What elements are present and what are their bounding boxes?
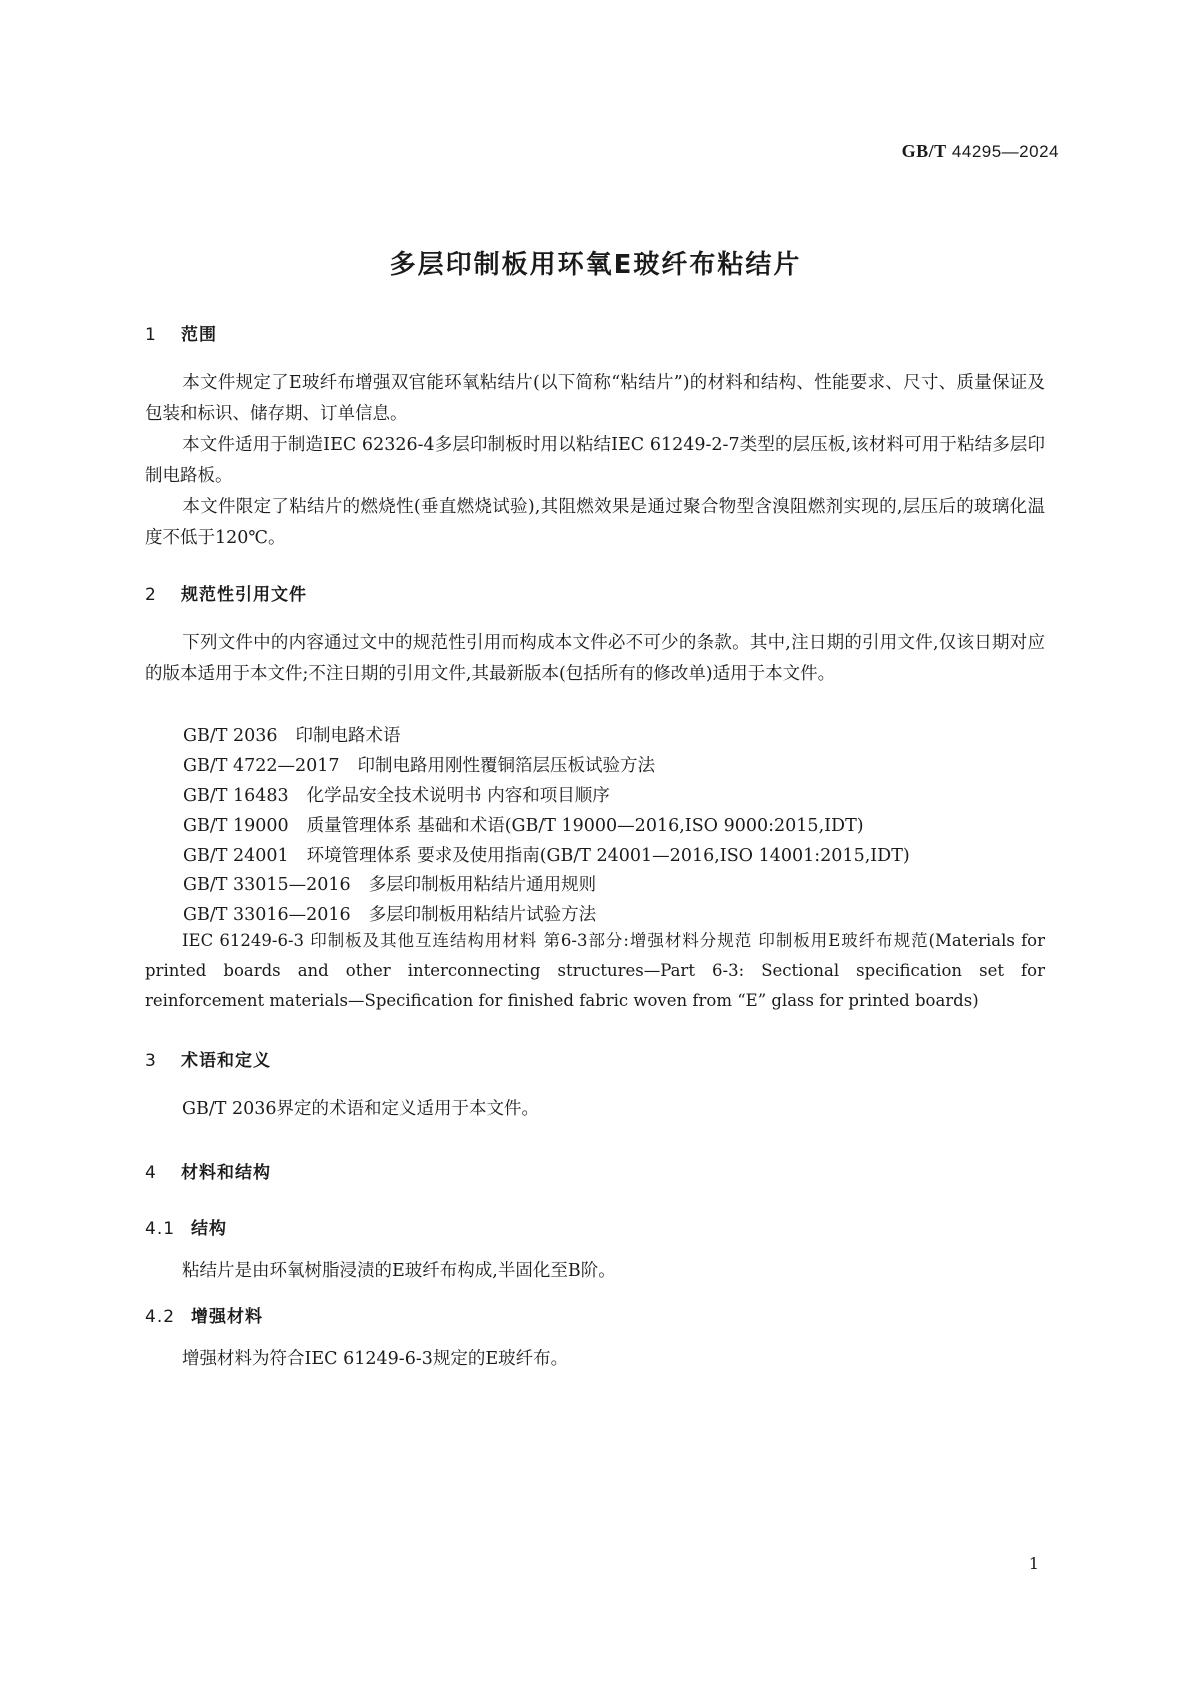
page-number: 1: [1028, 1554, 1039, 1573]
reference-item: GB/T 24001 环境管理体系 要求及使用指南(GB/T 24001—2016,ISO 14001:2015,IDT): [183, 846, 910, 866]
section-2-heading: 2 规范性引用文件: [145, 585, 307, 605]
reference-item: GB/T 2036 印制电路术语: [183, 726, 401, 746]
section-4-2-paragraph: 增强材料为符合IEC 61249-6-3规定的E玻纤布。: [182, 1349, 569, 1369]
reference-item: GB/T 16483 化学品安全技术说明书 内容和项目顺序: [183, 786, 610, 806]
reference-item: GB/T 19000 质量管理体系 基础和术语(GB/T 19000—2016,ISO 9000:2015,IDT): [183, 816, 864, 836]
section-4-2-heading: 4.2 增强材料: [145, 1307, 263, 1327]
section-4-1-heading: 4.1 结构: [145, 1219, 227, 1239]
reference-item: GB/T 33016—2016 多层印制板用粘结片试验方法: [183, 905, 597, 925]
section-3-heading: 3 术语和定义: [145, 1051, 271, 1071]
reference-item: GB/T 33015—2016 多层印制板用粘结片通用规则: [183, 875, 597, 895]
reference-item-iec: IEC 61249-6-3 印制板及其他互连结构用材料 第6-3部分:增强材料分规范 印制板用E玻纤布规范(Materials for printed boards and other interconnecting structures—Part 6-3: Sectional specification set for reinforcement materials—Specification for finished fabric woven from “E” glass for printed boards): [145, 931, 1045, 1010]
section-4-1-paragraph: 粘结片是由环氧树脂浸渍的E玻纤布构成,半固化至B阶。: [182, 1261, 616, 1281]
section-1-paragraph-2: 本文件适用于制造IEC 62326-4多层印制板时用以粘结IEC 61249-2-7类型的层压板,该材料可用于粘结多层印制电路板。: [145, 435, 1045, 486]
section-1-heading: 1 范围: [145, 325, 217, 345]
document-title: 多层印制板用环氧E玻纤布粘结片: [389, 250, 802, 280]
reference-item: GB/T 4722—2017 印制电路用刚性覆铜箔层压板试验方法: [183, 756, 656, 776]
section-1-paragraph-3: 本文件限定了粘结片的燃烧性(垂直燃烧试验),其阻燃效果是通过聚合物型含溴阻燃剂实现的,层压后的玻璃化温度不低于120℃。: [145, 497, 1045, 548]
section-2-intro: 下列文件中的内容通过文中的规范性引用而构成本文件必不可少的条款。其中,注日期的引用文件,仅该日期对应的版本适用于本文件;不注日期的引用文件,其最新版本(包括所有的修改单)适用于本文件。: [145, 633, 1045, 684]
section-1-paragraph-1: 本文件规定了E玻纤布增强双官能环氧粘结片(以下简称“粘结片”)的材料和结构、性能要求、尺寸、质量保证及包装和标识、储存期、订单信息。: [145, 373, 1045, 424]
standard-prefix: GB/T: [901, 141, 947, 161]
standard-number: 44295—2024: [951, 142, 1059, 161]
section-3-paragraph: GB/T 2036界定的术语和定义适用于本文件。: [182, 1099, 540, 1119]
section-4-heading: 4 材料和结构: [145, 1163, 271, 1183]
standard-code: [902, 141, 1059, 162]
